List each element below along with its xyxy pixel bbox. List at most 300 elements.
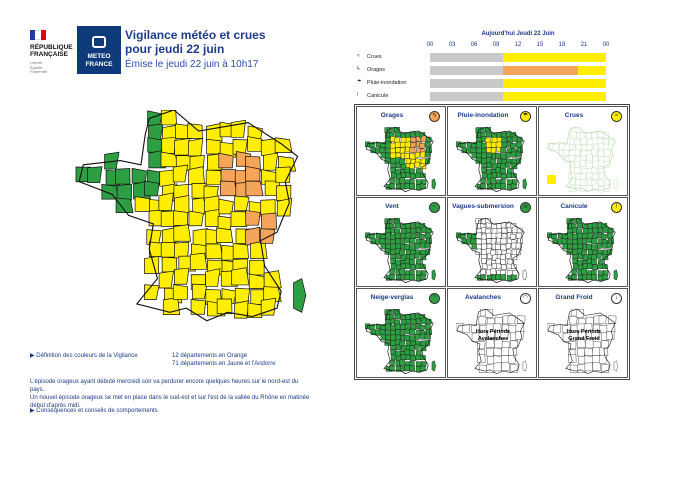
department-shape <box>410 183 415 189</box>
department-shape <box>572 234 577 240</box>
phenomenon-title: Grand Froid <box>555 294 593 301</box>
department-shape[interactable] <box>235 196 249 211</box>
corsica-shape[interactable] <box>294 279 306 313</box>
department-shape <box>603 243 608 248</box>
department-shape <box>502 348 510 356</box>
out-of-season-label <box>448 329 538 342</box>
department-shape[interactable] <box>219 153 233 168</box>
department-shape <box>487 238 492 243</box>
department-shape[interactable] <box>117 184 131 200</box>
department-shape <box>501 147 507 153</box>
department-shape <box>400 147 405 153</box>
department-shape <box>482 168 487 173</box>
department-shape[interactable] <box>173 211 187 226</box>
department-shape <box>572 244 578 249</box>
timeline-segment <box>430 79 503 88</box>
phenomena-grid <box>354 104 630 380</box>
department-shape <box>572 249 577 255</box>
department-shape <box>587 163 593 169</box>
department-shape <box>599 355 607 364</box>
department-shape <box>518 316 526 324</box>
department-shape <box>420 183 426 188</box>
department-shape <box>516 233 522 238</box>
department-shape[interactable] <box>231 120 245 137</box>
department-shape <box>400 233 405 238</box>
department-shape <box>390 158 395 164</box>
phenomenon-card[interactable] <box>447 288 537 378</box>
department-shape[interactable] <box>189 167 205 185</box>
department-shape <box>390 143 395 149</box>
phenomenon-card[interactable] <box>356 106 446 196</box>
out-of-season-line2: Avalanches <box>477 335 509 342</box>
phenomenon-map <box>547 218 619 284</box>
timeline-segment <box>503 53 606 62</box>
department-shape <box>598 180 604 186</box>
department-shape <box>481 249 486 255</box>
department-shape <box>415 152 420 157</box>
phenomenon-card[interactable] <box>538 106 628 196</box>
department-shape[interactable] <box>246 210 260 225</box>
phenomenon-map <box>456 127 528 193</box>
department-shape[interactable] <box>220 181 237 196</box>
department-shape <box>395 233 400 238</box>
department-shape <box>481 239 486 244</box>
department-shape <box>592 264 597 269</box>
department-shape <box>400 250 405 255</box>
department-shape <box>487 364 495 373</box>
department-shape <box>597 253 602 259</box>
department-shape <box>506 243 511 248</box>
department-shape <box>400 324 405 329</box>
department-shape <box>410 355 415 360</box>
department-shape <box>380 330 385 335</box>
department-shape[interactable] <box>174 195 189 212</box>
phenomenon-card[interactable] <box>538 288 628 378</box>
department-shape[interactable] <box>159 193 173 211</box>
phenomenon-title: Orages <box>380 112 404 119</box>
corsica-shape <box>523 361 527 371</box>
department-shape <box>587 154 593 160</box>
department-shape <box>569 341 577 349</box>
department-shape <box>599 172 605 178</box>
meteo-france-logo[interactable] <box>77 26 121 74</box>
wave-icon: ≈ <box>357 53 360 59</box>
department-shape <box>487 260 492 266</box>
department-shape <box>578 238 583 243</box>
phenomenon-card[interactable] <box>356 288 446 378</box>
phenomenon-card[interactable] <box>538 197 628 287</box>
department-shape[interactable] <box>188 138 202 156</box>
department-shape <box>486 223 491 228</box>
department-shape <box>570 178 576 185</box>
department-shape <box>391 168 396 173</box>
description-line2: Un nouvel épisode orageux se met en place dans le sud-est et sur l'est de la vallée du Rhône en matinée début d'après midi. <box>30 395 310 409</box>
department-shape[interactable] <box>231 212 247 227</box>
timeline-tick: 03 <box>448 42 456 48</box>
department-shape <box>490 268 496 274</box>
department-shape[interactable] <box>246 166 260 181</box>
phenomenon-map <box>365 309 437 375</box>
out-of-season-line1: Hors Période <box>475 329 511 335</box>
department-shape <box>599 316 607 324</box>
department-shape <box>577 233 582 238</box>
department-shape <box>476 142 481 148</box>
timeline-tick: 12 <box>514 42 522 48</box>
department-shape <box>575 161 581 167</box>
department-shape <box>580 155 586 161</box>
department-shape <box>396 238 401 243</box>
department-shape <box>405 258 410 264</box>
department-shape <box>593 348 601 356</box>
department-shape[interactable] <box>115 169 130 185</box>
department-shape <box>425 243 430 248</box>
department-shape[interactable] <box>233 244 248 259</box>
timeline-bar[interactable] <box>430 79 606 88</box>
department-shape <box>399 177 405 183</box>
department-shape <box>511 274 517 279</box>
timeline-bar[interactable] <box>430 53 606 62</box>
phenomenon-title: Neige-verglas <box>370 294 414 301</box>
department-shape <box>497 137 502 142</box>
department-shape <box>385 324 390 330</box>
department-shape <box>491 238 496 244</box>
department-shape[interactable] <box>206 170 222 185</box>
department-shape[interactable] <box>189 211 203 226</box>
department-shape <box>585 356 593 364</box>
department-shape <box>580 179 586 185</box>
phenomenon-title: Canicule <box>560 203 588 210</box>
department-shape <box>580 174 586 180</box>
republic-motto <box>30 61 47 75</box>
department-shape[interactable] <box>232 268 249 285</box>
department-shape <box>605 150 611 156</box>
meteo-france-symbol-icon <box>92 36 106 48</box>
department-shape <box>410 245 416 251</box>
department-shape <box>400 329 405 335</box>
rain-icon: ☂ <box>520 111 531 122</box>
department-shape <box>490 177 496 183</box>
department-shape <box>501 183 506 189</box>
department-shape <box>501 255 506 260</box>
department-shape[interactable] <box>174 225 191 242</box>
republic-line2: FRANÇAISE <box>30 51 68 58</box>
department-shape <box>599 186 605 192</box>
department-shape <box>425 142 431 147</box>
department-shape <box>396 329 401 334</box>
corsica-shape <box>523 179 527 189</box>
department-shape <box>517 238 523 244</box>
department-shape <box>395 142 400 147</box>
department-shape <box>578 364 586 373</box>
department-shape <box>516 152 521 157</box>
department-shape <box>496 258 501 264</box>
out-of-season-line1: Hors Période <box>566 329 602 335</box>
department-shape[interactable] <box>175 138 190 155</box>
department-shape <box>421 243 426 248</box>
phenomenon-title: Pluie-inondation <box>457 112 509 119</box>
meteo-logo-line2: FRANCE <box>85 61 113 68</box>
department-shape[interactable] <box>261 200 275 215</box>
department-shape <box>570 132 577 138</box>
definition-link-text: Définition des couleurs de la Vigilance <box>36 353 138 359</box>
department-shape <box>415 253 420 259</box>
department-shape <box>386 335 391 340</box>
timeline-tick: 00 <box>426 42 434 48</box>
department-shape <box>390 239 395 244</box>
department-shape <box>491 142 496 147</box>
timeline-tick: 00 <box>602 42 610 48</box>
department-shape <box>562 239 567 244</box>
department-shape <box>572 269 577 274</box>
department-shape[interactable] <box>261 139 276 156</box>
arrow-right-icon: ▶ <box>30 408 37 414</box>
department-shape[interactable] <box>173 285 187 300</box>
france-map[interactable] <box>76 110 306 321</box>
department-shape <box>592 168 598 174</box>
department-shape[interactable] <box>174 242 188 258</box>
republique-francaise-logo <box>30 30 78 74</box>
department-shape <box>425 152 430 157</box>
department-shape <box>585 348 593 356</box>
department-shape <box>586 144 592 150</box>
department-shape <box>421 334 426 339</box>
corsica-shape <box>614 270 618 280</box>
department-shape <box>390 340 395 346</box>
department-shape <box>395 223 400 228</box>
department-shape[interactable] <box>216 228 232 243</box>
department-shape <box>405 153 410 158</box>
department-shape <box>577 348 585 356</box>
department-shape[interactable] <box>217 299 232 314</box>
phenomenon-title: Vagues-submersion <box>452 203 514 210</box>
yellow-count: 71 départements en Jaune et l'Andorre <box>172 361 276 367</box>
department-shape <box>410 147 416 153</box>
department-shape <box>390 269 395 274</box>
department-shape <box>406 228 411 233</box>
department-shape <box>481 158 486 164</box>
department-shape[interactable] <box>260 229 274 244</box>
department-shape <box>478 341 486 349</box>
department-shape <box>494 356 502 364</box>
thermometer-icon: ! <box>611 202 622 213</box>
department-shape <box>410 336 416 342</box>
department-shape <box>577 223 582 228</box>
department-shape <box>471 239 476 244</box>
department-shape <box>486 142 491 147</box>
department-shape <box>486 348 494 356</box>
department-shape[interactable] <box>206 244 222 259</box>
department-shape <box>390 335 396 340</box>
department-shape <box>497 228 502 233</box>
department-shape <box>399 359 405 365</box>
department-shape <box>609 316 617 324</box>
phenomenon-title: Vent <box>385 203 399 210</box>
department-shape <box>396 147 401 152</box>
department-shape <box>410 329 416 335</box>
department-shape <box>516 142 522 147</box>
department-shape <box>420 365 426 370</box>
corsica-shape <box>432 270 436 280</box>
department-shape <box>406 319 411 324</box>
timeline-bar[interactable] <box>430 66 606 75</box>
phenomenon-card[interactable] <box>447 106 537 196</box>
department-shape <box>481 244 487 249</box>
department-shape <box>390 325 395 331</box>
department-shape <box>405 167 410 173</box>
department-shape[interactable] <box>159 271 173 288</box>
timeline-segment <box>578 66 606 75</box>
department-shape <box>581 268 587 274</box>
department-shape <box>420 325 425 330</box>
department-shape <box>479 365 487 373</box>
department-shape <box>568 244 573 249</box>
phenomenon-card[interactable] <box>447 197 537 287</box>
department-shape <box>390 330 395 335</box>
department-shape <box>602 274 608 279</box>
department-shape <box>575 149 581 156</box>
department-shape <box>481 143 486 149</box>
department-shape <box>481 269 486 274</box>
phenomenon-map <box>547 309 619 375</box>
department-shape[interactable] <box>160 170 175 186</box>
department-shape[interactable] <box>206 269 220 287</box>
department-shape <box>598 151 604 157</box>
department-shape <box>426 329 432 335</box>
department-shape <box>496 153 501 158</box>
department-shape <box>410 164 415 169</box>
timeline-row-label: Pluie-inondation <box>367 80 407 86</box>
department-shape[interactable] <box>175 268 189 284</box>
department-shape <box>380 239 385 244</box>
department-shape <box>386 244 391 249</box>
department-shape[interactable] <box>145 181 159 196</box>
department-shape[interactable] <box>262 213 277 229</box>
department-shape <box>587 173 593 179</box>
motto-line2: Égalité <box>30 64 43 70</box>
department-shape <box>582 238 587 244</box>
wind-icon: ~ <box>429 202 440 213</box>
department-shape <box>390 244 396 249</box>
department-shape <box>410 346 415 351</box>
timeline-tick: 09 <box>492 42 500 48</box>
arrow-right-icon: ▶ <box>30 353 37 359</box>
lightning-icon: ϟ <box>429 111 440 122</box>
department-shape <box>425 233 431 238</box>
department-shape <box>400 159 405 164</box>
phenomenon-title: Crues <box>564 112 584 119</box>
department-shape <box>481 178 486 183</box>
wave-icon: ≈ <box>611 111 622 122</box>
department-shape <box>481 153 487 158</box>
phenomenon-map <box>365 218 437 284</box>
department-shape <box>399 268 405 274</box>
department-shape <box>415 243 420 248</box>
timeline-tick: 06 <box>470 42 478 48</box>
department-shape <box>582 250 587 255</box>
department-shape <box>385 142 390 148</box>
department-shape <box>578 260 583 266</box>
timeline-bar[interactable] <box>430 92 606 101</box>
thermometer-icon: ↓ <box>611 293 622 304</box>
orange-count: 12 départements en Orange <box>172 353 248 359</box>
department-shape <box>516 243 521 248</box>
timeline-tick: 21 <box>580 42 588 48</box>
department-shape[interactable] <box>205 209 219 226</box>
department-shape[interactable] <box>173 165 187 182</box>
department-shape[interactable] <box>246 181 263 196</box>
department-shape[interactable] <box>162 137 176 153</box>
department-shape <box>425 324 431 329</box>
department-shape <box>486 132 491 137</box>
department-shape <box>425 334 430 339</box>
department-shape <box>608 238 614 244</box>
department-shape <box>567 233 572 239</box>
rain-icon: ☂ <box>357 79 362 85</box>
corsica-shape <box>614 179 618 189</box>
corsica-shape <box>432 361 436 371</box>
department-shape <box>406 137 411 142</box>
phenomenon-card[interactable] <box>356 197 446 287</box>
department-shape <box>511 183 517 188</box>
republic-line1: RÉPUBLIQUE <box>30 44 73 51</box>
department-shape <box>501 238 507 244</box>
department-shape <box>396 351 401 357</box>
flag-icon <box>30 30 46 40</box>
department-shape <box>487 147 492 152</box>
department-shape <box>491 147 496 153</box>
vigilance-main-map[interactable] <box>75 110 310 325</box>
definition-link[interactable] <box>30 352 140 360</box>
department-shape <box>607 233 613 238</box>
department-shape <box>477 244 482 249</box>
department-shape <box>420 274 426 279</box>
phenomenon-map <box>456 309 528 375</box>
department-shape <box>391 350 396 355</box>
department-shape <box>564 144 570 151</box>
department-shape <box>592 173 598 179</box>
timeline-segment <box>430 66 503 75</box>
timeline-row-label: Canicule <box>367 93 389 99</box>
department-shape <box>496 167 501 173</box>
department-shape <box>511 234 516 239</box>
department-shape <box>496 244 501 249</box>
department-shape[interactable] <box>148 137 162 152</box>
department-shape[interactable] <box>190 253 207 269</box>
avalanche-icon: ◠ <box>520 293 531 304</box>
department-shape <box>395 314 400 319</box>
department-shape <box>585 363 593 371</box>
department-shape[interactable] <box>192 284 206 299</box>
department-shape <box>420 234 425 239</box>
thermometer-icon: ! <box>357 92 359 98</box>
department-shape[interactable] <box>250 260 264 275</box>
department-shape <box>592 149 598 155</box>
department-shape <box>602 234 607 239</box>
department-shape <box>512 135 517 141</box>
department-shape <box>501 154 507 160</box>
corsica-shape <box>432 179 436 189</box>
department-shape <box>390 153 396 158</box>
department-shape <box>487 169 492 175</box>
department-shape <box>410 350 415 355</box>
department-shape <box>553 144 559 151</box>
department-shape[interactable] <box>248 137 263 152</box>
department-shape <box>576 309 584 317</box>
department-shape <box>508 355 516 364</box>
consequences-link[interactable] <box>30 407 250 415</box>
department-shape <box>481 148 486 153</box>
department-shape[interactable] <box>88 167 102 183</box>
